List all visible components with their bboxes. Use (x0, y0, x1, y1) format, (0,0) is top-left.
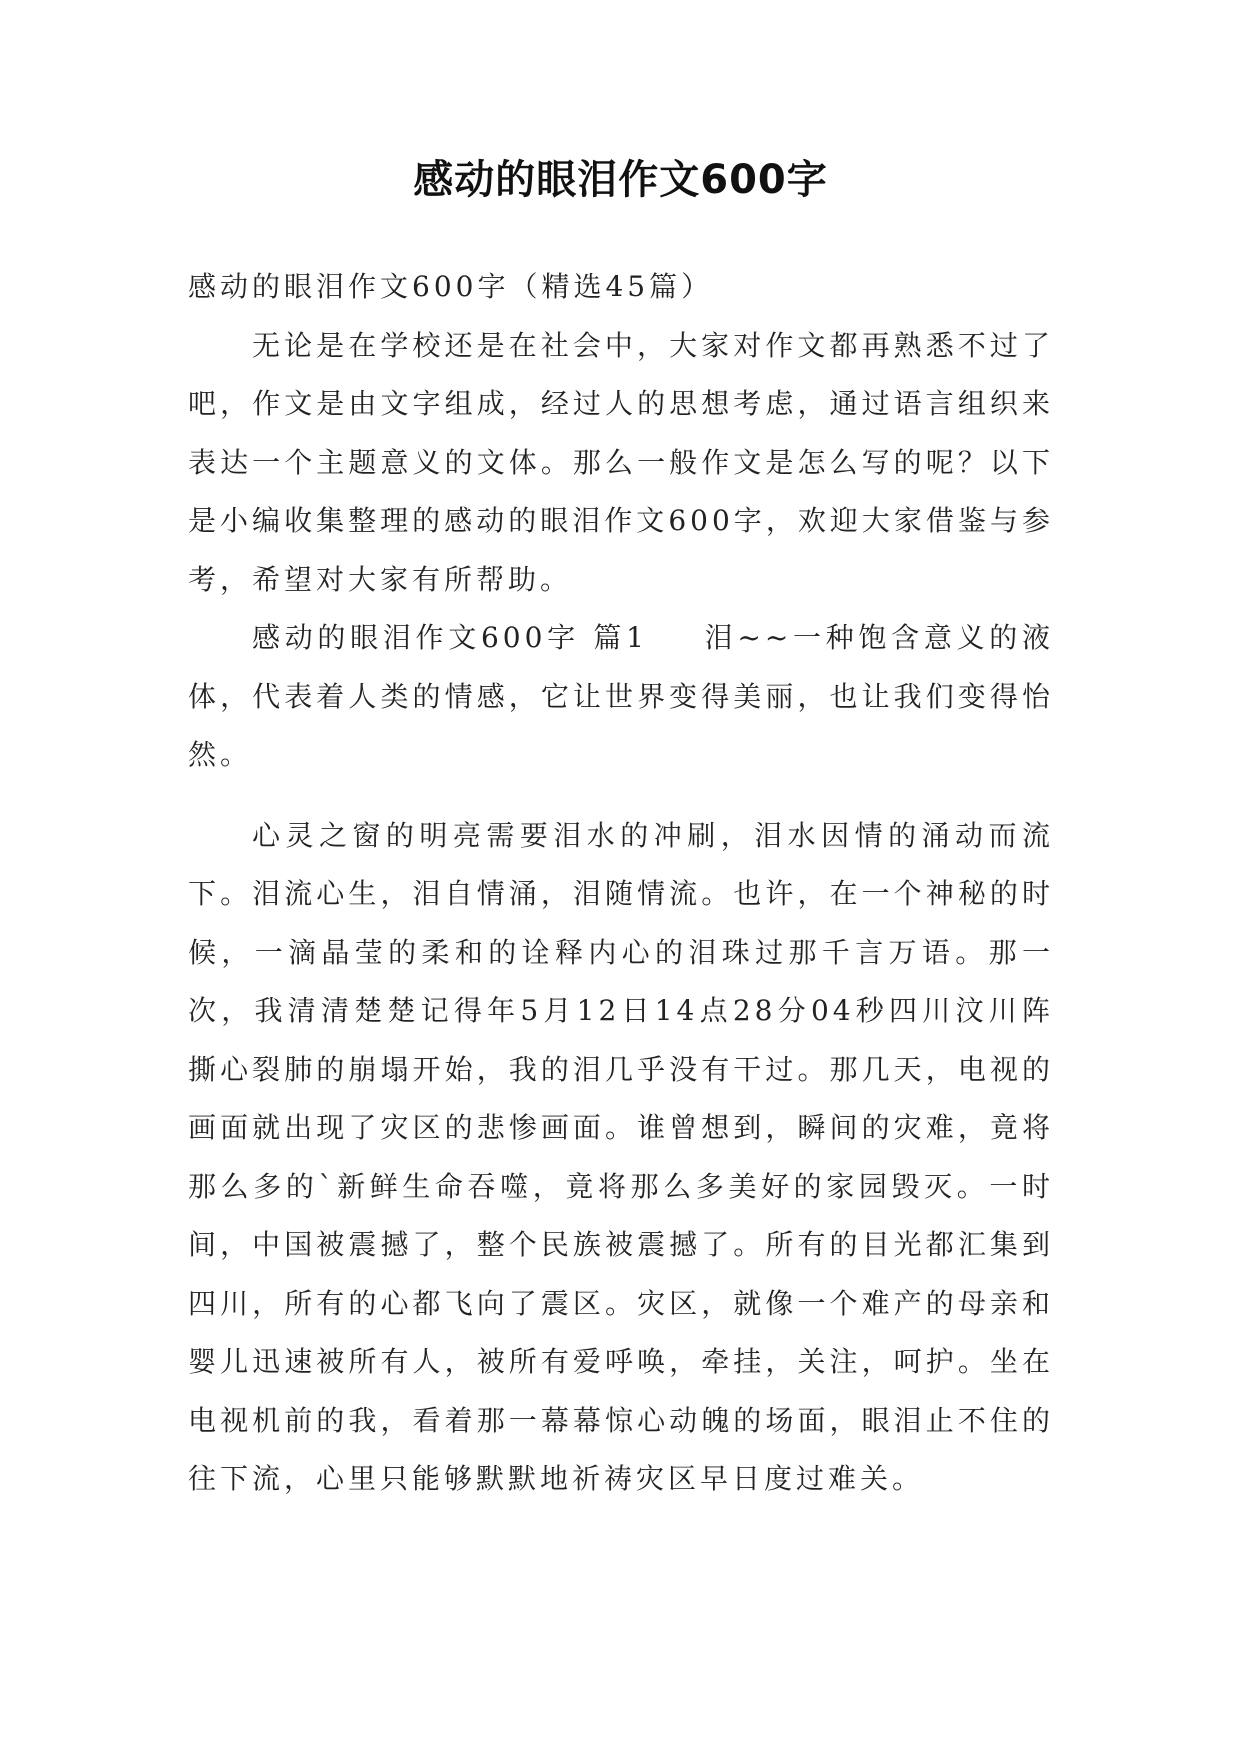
document-subtitle: 感动的眼泪作文600字（精选45篇） (188, 270, 714, 303)
body-paragraph-2: 心灵之窗的明亮需要泪水的冲刷，泪水因情的涌动而流下。泪流心生，泪自情涌，泪随情流。也许，在一个神秘的时候，一滴晶莹的柔和的诠释内心的泪珠过那千言万语。那一次，我清清楚楚记得年5月12日14点28分04秒四川汶川阵撕心裂肺的崩塌开始，我的泪几乎没有干过。那几天，电视的画面就出现了灾区的悲惨画面。谁曾想到，瞬间的灾难，竟将那么多的`新鲜生命吞噬，竟将那么多美好的家园毁灭。一时间，中国被震撼了，整个民族被震撼了。所有的目光都汇集到四川，所有的心都飞向了震区。灾区，就像一个难产的母亲和婴儿迅速被所有人，被所有爱呼唤，牵挂，关注，呵护。坐在电视机前的我，看着那一幕幕惊心动魄的场面，眼泪止不住的往下流，心里只能够默默地祈祷灾区早日度过难关。 (188, 818, 1054, 1495)
document-title: 感动的眼泪作文600字 (413, 157, 828, 203)
section-1-paragraph (188, 609, 1054, 785)
section-first-text: 泪~~一种饱含意义的液体，代表着人类的情感，它让世界变得美丽，也让我们变得怡然。 (188, 621, 1054, 771)
document-body (188, 258, 1054, 1509)
intro-paragraph: 无论是在学校还是在社会中，大家对作文都再熟悉不过了吧，作文是由文字组成，经过人的思想考虑，通过语言组织来表达一个主题意义的文体。那么一般作文是怎么写的呢？以下是小编收集整理的感动的眼泪作文600字，欢迎大家借鉴与参考，希望对大家有所帮助。 (188, 328, 1054, 596)
section-heading: 感动的眼泪作文600字 篇1 (252, 621, 648, 654)
